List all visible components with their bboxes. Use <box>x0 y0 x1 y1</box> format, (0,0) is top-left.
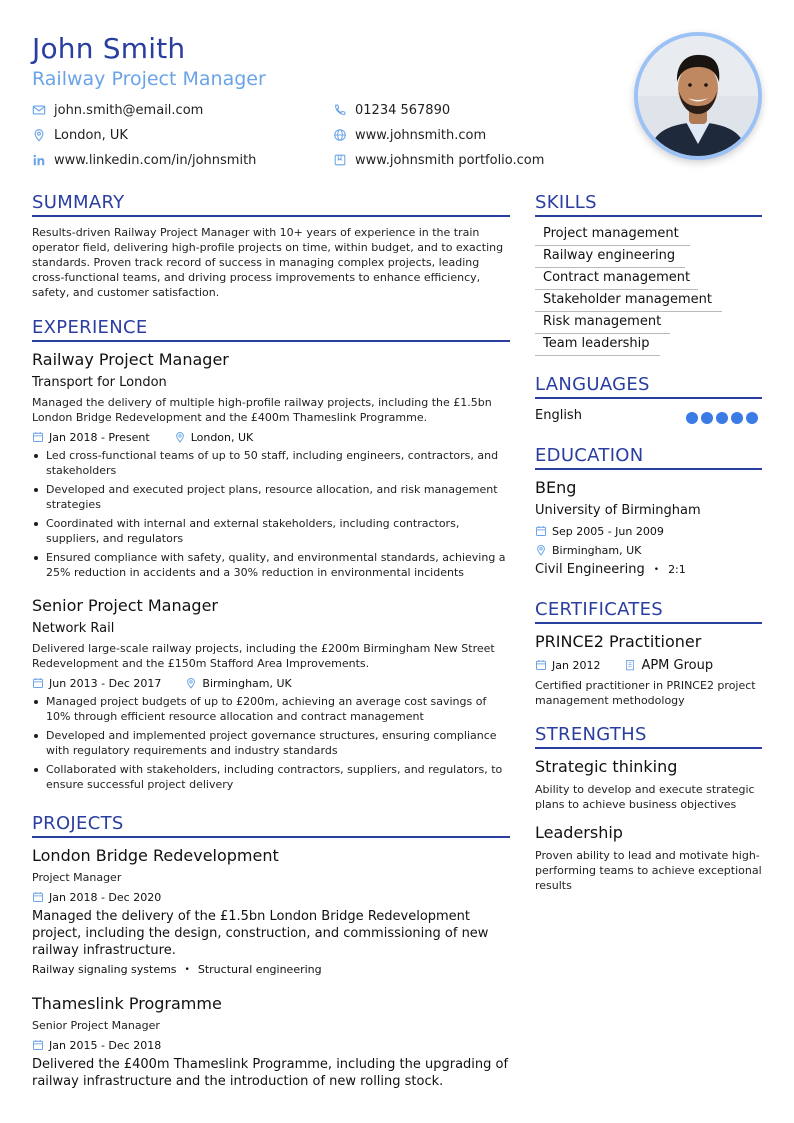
project-title: London Bridge Redevelopment <box>32 846 279 865</box>
proficiency-dot <box>746 412 758 424</box>
education-field-row <box>535 562 686 577</box>
proficiency-dot <box>716 412 728 424</box>
tag-separator: • <box>184 964 190 975</box>
contact-phone[interactable] <box>333 101 450 119</box>
project-role: Senior Project Manager <box>32 1019 160 1032</box>
list-item: Led cross-functional teams of up to 50 staff, including engineers, contractors, and stakeholders <box>32 448 512 478</box>
proficiency-dot <box>731 412 743 424</box>
job-dates: Jan 2018 - Present <box>49 430 150 444</box>
list-item: Coordinated with internal and external stakeholders, including contractors, suppliers, and regulators <box>32 516 512 546</box>
skills-heading: SKILLS <box>535 192 597 213</box>
job-meta <box>32 430 253 444</box>
proficiency-dot <box>701 412 713 424</box>
job-meta <box>32 676 292 690</box>
education-divider <box>535 468 762 470</box>
project-description: Delivered the £400m Thameslink Programme, including the upgrading of railway infrastructure and the introduction of new rolling stock. <box>32 1057 509 1089</box>
linkedin-icon <box>32 153 46 167</box>
languages-divider <box>535 397 762 399</box>
linkedin-text: www.linkedin.com/in/johnsmith <box>54 152 257 168</box>
location-pin-icon <box>32 128 46 142</box>
contact-website[interactable] <box>333 126 486 144</box>
list-item: Developed and implemented project governance structures, ensuring compliance with regulatory requirements and industry standards <box>32 728 512 758</box>
job-bullets <box>32 694 512 796</box>
avatar-portrait <box>638 36 758 156</box>
certificates-divider <box>535 622 762 624</box>
project-meta <box>32 890 161 904</box>
skill-item: Contract management <box>535 268 698 290</box>
project-dates: Jan 2018 - Dec 2020 <box>49 890 162 904</box>
certificate-date: Jan 2012 <box>552 658 601 672</box>
projects-heading: PROJECTS <box>32 813 124 834</box>
job-company: Transport for London <box>32 375 167 390</box>
profile-photo <box>634 32 762 160</box>
summary-text: Results-driven Railway Project Manager with 10+ years of experience in the train operator field, delivering high-profile projects on time, within budget, and to exacting standards. Proven track record of success in managing complex projects, leading cross-functional teams, and driving process improvements to enhance efficiency, safety, and customer satisfaction. <box>32 226 504 299</box>
education-dates-row <box>535 524 664 538</box>
skills-divider <box>535 215 762 217</box>
languages-heading: LANGUAGES <box>535 374 650 395</box>
job-location: London, UK <box>190 430 254 444</box>
contact-email[interactable] <box>32 101 203 119</box>
skill-item: Risk management <box>535 312 670 334</box>
contact-location <box>32 126 128 144</box>
location-pin-icon <box>185 677 197 689</box>
phone-text: 01234 567890 <box>355 102 451 118</box>
phone-icon <box>333 103 347 117</box>
project-tags <box>32 963 322 976</box>
skill-item: Railway engineering <box>535 246 685 268</box>
calendar-icon <box>32 677 44 689</box>
education-degree: BEng <box>535 478 577 497</box>
education-field: Civil Engineering <box>535 562 645 577</box>
location-pin-icon <box>174 431 186 443</box>
certificate-issuer: APM Group <box>641 657 714 673</box>
education-grade: 2:1 <box>668 563 686 576</box>
field-separator: • <box>653 564 660 575</box>
project-meta <box>32 1038 161 1052</box>
strengths-divider <box>535 747 762 749</box>
summary-heading: SUMMARY <box>32 192 125 213</box>
website-text: www.johnsmith.com <box>355 127 487 143</box>
certificate-description: Certified practitioner in PRINCE2 project management methodology <box>535 679 756 707</box>
list-item: Ensured compliance with safety, quality, and environmental standards, achieving a 25% reduction in accidents and a 30% reduction in environmental incidents <box>32 550 512 580</box>
proficiency-dot <box>686 412 698 424</box>
job-description: Managed the delivery of multiple high-profile railway projects, including the £1.5bn London Bridge Redevelopment and the £400m Thameslink Programme. <box>32 396 492 424</box>
portfolio-icon <box>333 153 347 167</box>
job-dates: Jun 2013 - Dec 2017 <box>49 676 162 690</box>
skill-item: Project management <box>535 224 690 246</box>
strength-description: Proven ability to lead and motivate high-performing teams to achieve exceptional results <box>535 849 762 892</box>
calendar-icon <box>535 525 547 537</box>
portfolio-text: www.johnsmith portfolio.com <box>355 152 545 168</box>
candidate-role: Railway Project Manager <box>32 68 266 90</box>
project-tag: Structural engineering <box>197 963 322 976</box>
candidate-name: John Smith <box>32 32 186 65</box>
strength-title: Strategic thinking <box>535 757 678 776</box>
certificate-meta <box>535 658 713 672</box>
project-tag: Railway signaling systems <box>32 963 177 976</box>
building-icon <box>624 659 636 671</box>
education-heading: EDUCATION <box>535 445 644 466</box>
contact-linkedin[interactable] <box>32 151 256 169</box>
projects-divider <box>32 836 510 838</box>
skill-item: Team leadership <box>535 334 660 356</box>
education-dates: Sep 2005 - Jun 2009 <box>552 524 664 538</box>
skill-item: Stakeholder management <box>535 290 722 312</box>
language-level-dots <box>686 412 758 424</box>
project-role: Project Manager <box>32 871 122 884</box>
calendar-icon <box>535 659 547 671</box>
strengths-heading: STRENGTHS <box>535 724 647 745</box>
education-school: University of Birmingham <box>535 503 701 518</box>
job-bullets <box>32 448 512 584</box>
project-description: Managed the delivery of the £1.5bn London Bridge Redevelopment project, including the design, construction, and commissioning of new railway infrastructure. <box>32 909 489 958</box>
job-company: Network Rail <box>32 621 115 636</box>
email-text: john.smith@email.com <box>54 102 204 118</box>
job-description: Delivered large-scale railway projects, including the £200m Birmingham New Street Redevelopment and the £150m Stafford Area Improvements. <box>32 642 495 670</box>
email-icon <box>32 103 46 117</box>
list-item: Managed project budgets of up to £200m, achieving an average cost savings of 10% through efficient resource allocation and contract management <box>32 694 512 724</box>
project-dates: Jan 2015 - Dec 2018 <box>49 1038 162 1052</box>
certificates-heading: CERTIFICATES <box>535 599 663 620</box>
job-location: Birmingham, UK <box>202 676 292 690</box>
summary-divider <box>32 215 510 217</box>
education-location-row <box>535 543 641 557</box>
contact-portfolio[interactable] <box>333 151 544 169</box>
experience-heading: EXPERIENCE <box>32 317 148 338</box>
location-text: London, UK <box>54 127 128 143</box>
job-title: Railway Project Manager <box>32 350 229 369</box>
language-name: English <box>535 408 582 423</box>
job-title: Senior Project Manager <box>32 596 218 615</box>
project-title: Thameslink Programme <box>32 994 222 1013</box>
list-item: Collaborated with stakeholders, including contractors, suppliers, and regulators, to ensure successful project delivery <box>32 762 512 792</box>
globe-icon <box>333 128 347 142</box>
experience-divider <box>32 340 510 342</box>
strength-title: Leadership <box>535 823 623 842</box>
calendar-icon <box>32 1039 44 1051</box>
calendar-icon <box>32 431 44 443</box>
certificate-name: PRINCE2 Practitioner <box>535 632 702 651</box>
location-pin-icon <box>535 544 547 556</box>
list-item: Developed and executed project plans, resource allocation, and risk management strategies <box>32 482 512 512</box>
education-location: Birmingham, UK <box>552 543 642 557</box>
strength-description: Ability to develop and execute strategic plans to achieve business objectives <box>535 783 755 811</box>
calendar-icon <box>32 891 44 903</box>
